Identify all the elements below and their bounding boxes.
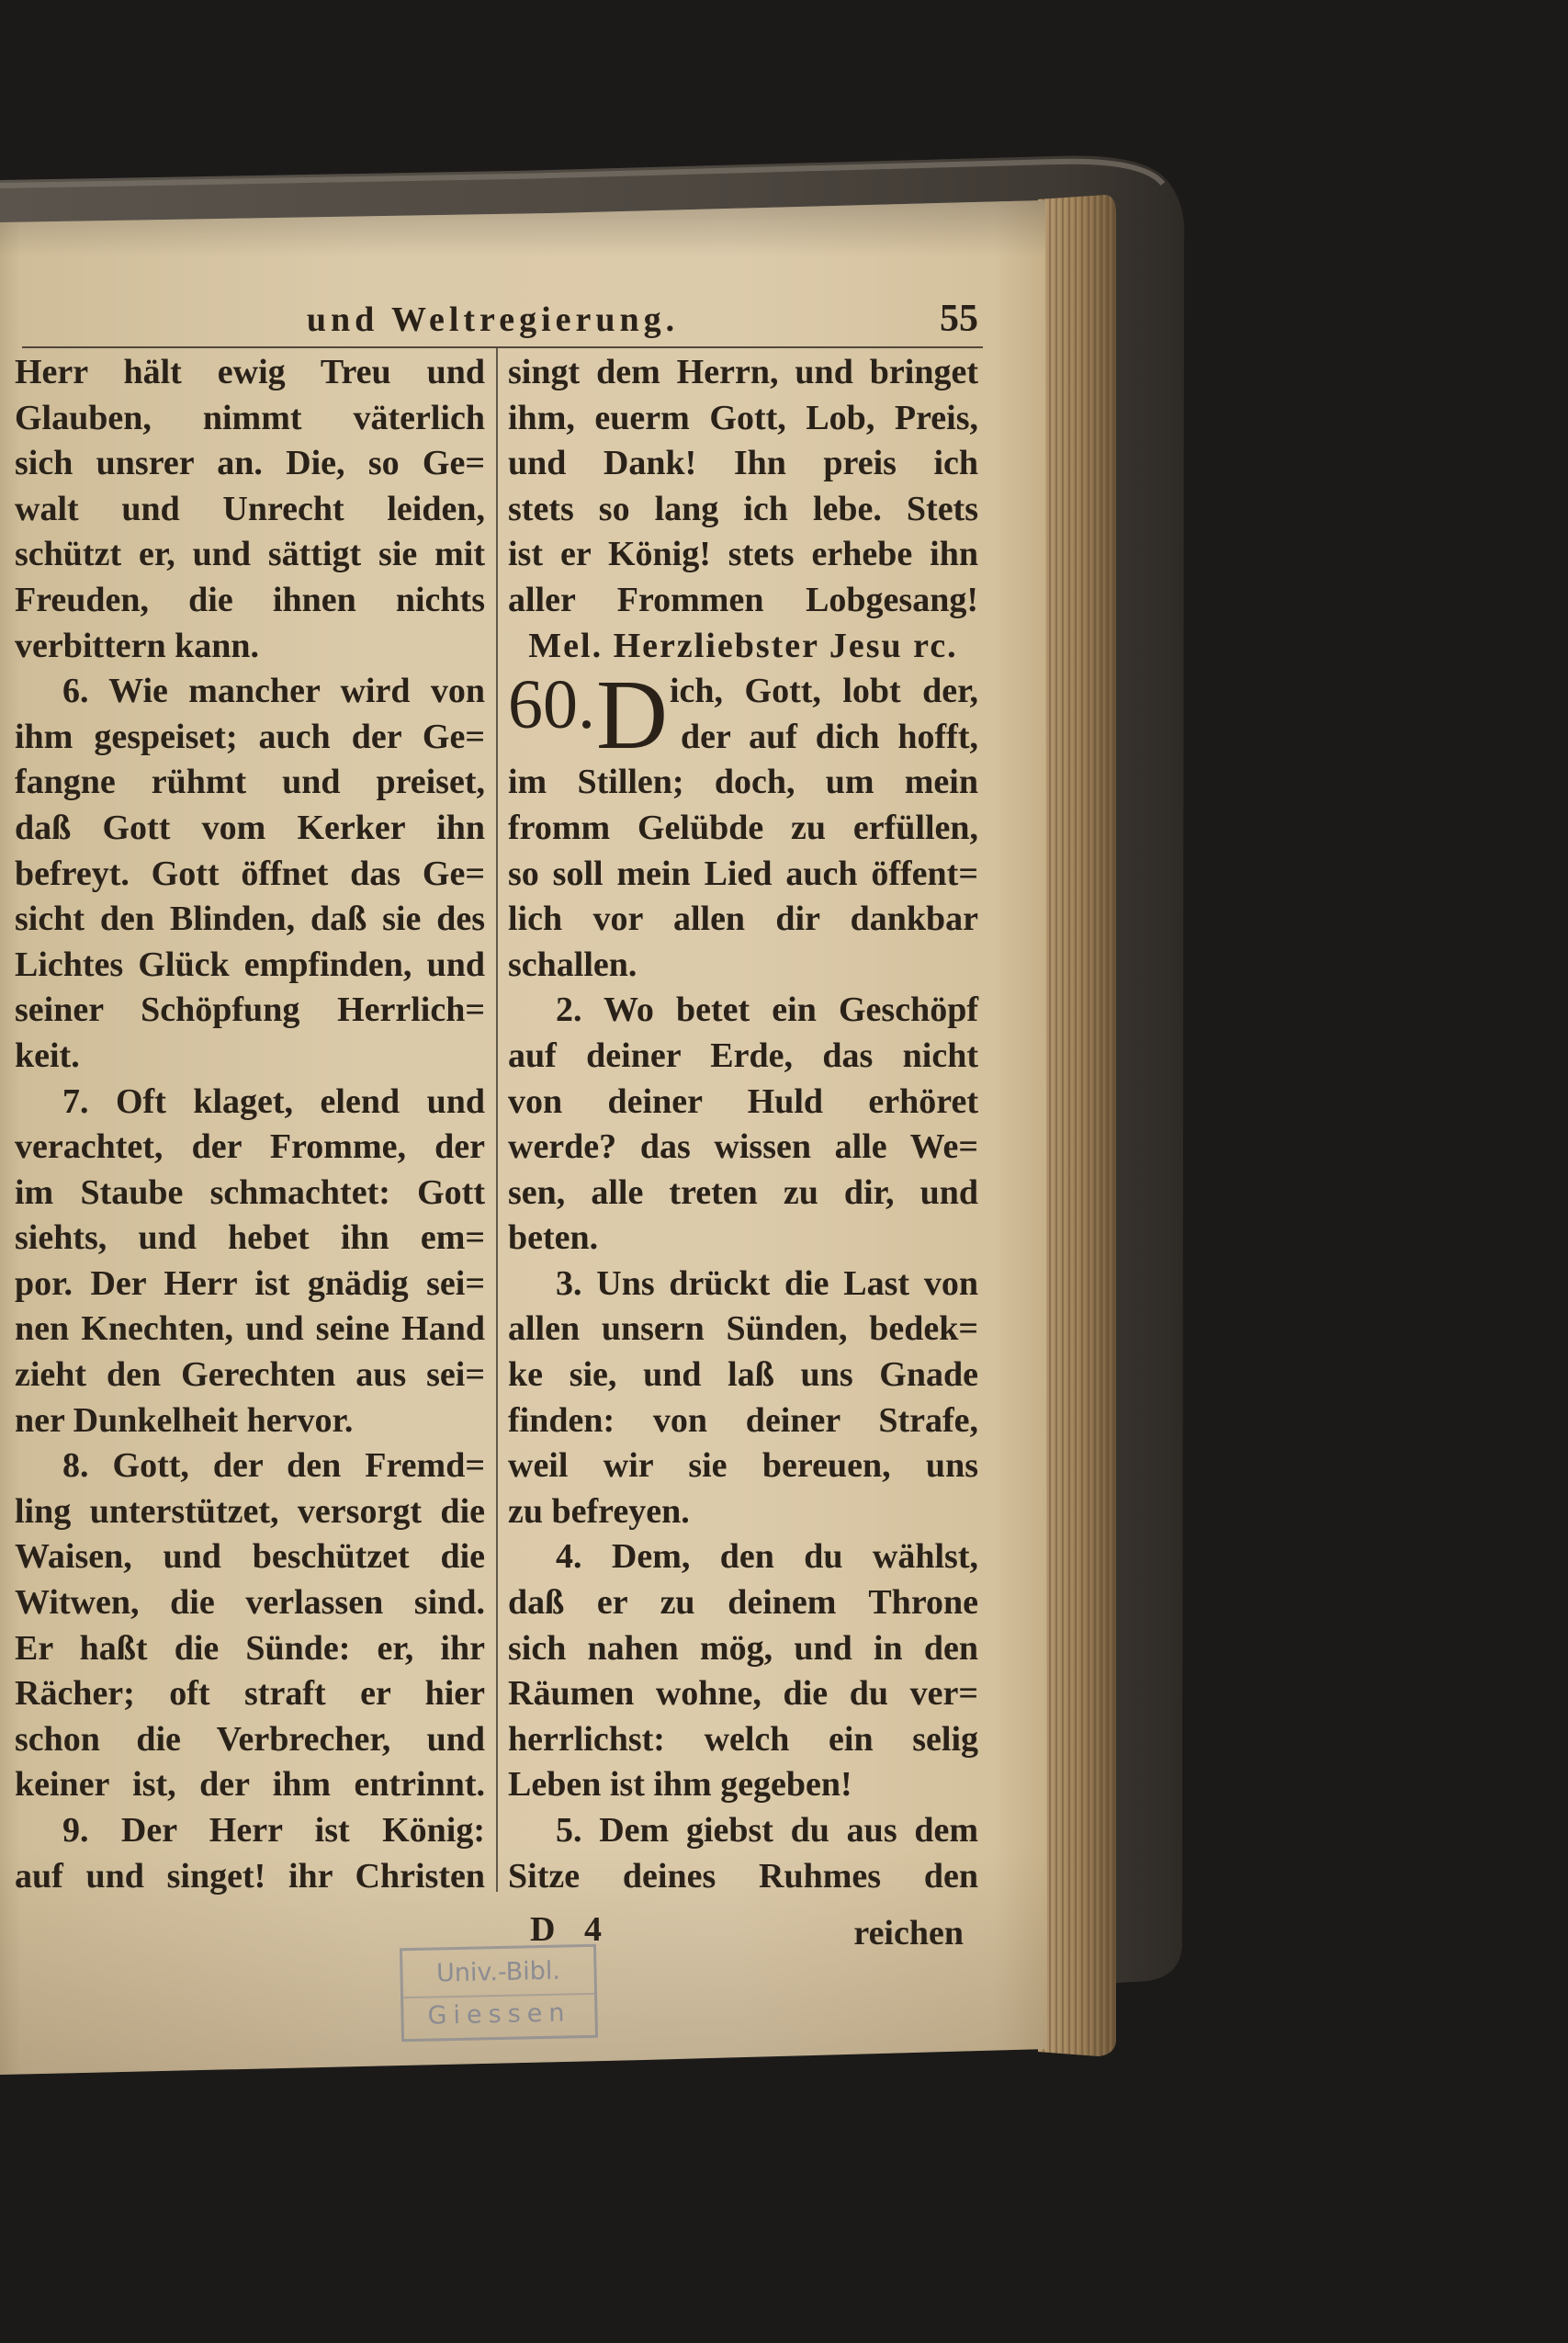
text-line: und Dank! Ihn preis ich (508, 444, 978, 483)
text-line: siehts, und hebet ihn em= (15, 1218, 485, 1258)
text-line: von deiner Huld erhöret (508, 1081, 978, 1121)
text-line: allen unsern Sünden, bedek= (508, 1309, 978, 1349)
header-rule (22, 346, 983, 348)
catchword: reichen (853, 1914, 964, 1952)
text-line: verbittern kann. (15, 626, 259, 665)
text-line: singt dem Herrn, und bringet (508, 353, 978, 391)
hymn-first-line: ich, Gott, lobt der, (670, 672, 978, 711)
text-line: aller Frommen Lobgesang! (508, 580, 978, 619)
text-line: Lichtes Glück empfinden, und (15, 945, 485, 984)
verse-start-line: 2. Wo betet ein Geschöpf (556, 990, 978, 1030)
text-line: Freuden, die ihnen nichts (15, 580, 485, 619)
text-line: beten. (508, 1218, 599, 1258)
text-line: lich vor allen dir dankbar (508, 900, 978, 939)
hymn-heading (508, 661, 978, 771)
text-line: schon die Verbrecher, und (15, 1719, 485, 1759)
text-line: auf deiner Erde, das nicht (508, 1036, 978, 1075)
text-line: Glauben, nimmt väterlich (15, 398, 485, 437)
stamp-line-library: Univ.-Bibl. (435, 1956, 561, 1988)
text-line: daß er zu deinem Throne (508, 1583, 978, 1623)
text-line: werde? das wissen alle We= (508, 1127, 978, 1167)
text-line: so soll mein Lied auch öffent= (508, 854, 978, 893)
verse-start-line: 7. Oft klaget, elend und (62, 1081, 485, 1121)
text-line: seiner Schöpfung Herrlich= (15, 990, 485, 1030)
text-line: Räumen wohne, die du ver= (508, 1674, 978, 1714)
text-line: herrlichst: welch ein selig (508, 1719, 978, 1759)
text-line: ihm gespeiset; auch der Ge= (15, 717, 485, 756)
hymn-number: 60. (508, 666, 595, 744)
text-line: Rächer; oft straft er hier (15, 1674, 485, 1714)
library-stamp (400, 1944, 598, 2042)
text-line: ist er König! stets erhebe ihn (508, 535, 978, 574)
text-line: sicht den Blinden, daß sie des (15, 900, 485, 939)
text-line: sich unsrer an. Die, so Ge= (15, 444, 485, 483)
page-number: 55 (940, 298, 978, 340)
text-line: daß Gott vom Kerker ihn (15, 808, 485, 847)
text-line: weil wir sie bereuen, uns (508, 1446, 978, 1486)
signature-mark: D 4 (530, 1910, 602, 1949)
text-line: nen Knechten, und seine Hand (15, 1309, 485, 1349)
text-line: im Staube schmachtet: Gott (15, 1172, 485, 1212)
text-line: zieht den Gerechten aus sei= (15, 1355, 485, 1395)
hymn-second-line: der auf dich hofft, (681, 717, 978, 756)
verse-start-line: 5. Dem giebst du aus dem (556, 1811, 978, 1850)
text-line: keit. (15, 1036, 80, 1075)
text-line: Er haßt die Sünde: er, ihr (15, 1628, 485, 1668)
text-line: schützt er, und sättigt sie mit (15, 535, 485, 574)
verse-start-line: 8. Gott, der den Fremd= (62, 1446, 485, 1486)
page-fore-edge-lines (1038, 195, 1116, 2056)
drop-cap: D (596, 661, 668, 771)
stamp-line-city: Giessen (403, 1993, 595, 2032)
text-line: ke sie, und laß uns Gnade (508, 1355, 978, 1395)
right-column (508, 350, 978, 1899)
text-line: sich nahen mög, und in den (508, 1628, 978, 1668)
text-line: Witwen, die verlassen sind. (15, 1583, 485, 1623)
text-line: schallen. (508, 945, 637, 984)
verse-start-line: 9. Der Herr ist König: (62, 1811, 485, 1850)
text-line: zu befreyen. (508, 1491, 690, 1531)
text-line: Sitze deines Ruhmes den (508, 1856, 978, 1896)
text-line: keiner ist, der ihm entrinnt. (15, 1765, 485, 1805)
text-line: im Stillen; doch, um mein (508, 763, 978, 802)
text-line: verachtet, der Fromme, der (15, 1127, 485, 1167)
left-column (15, 350, 485, 1899)
text-line: auf und singet! ihr Christen (15, 1856, 485, 1896)
text-line: ner Dunkelheit hervor. (15, 1400, 354, 1440)
text-line: ling unterstützet, versorgt die (15, 1491, 485, 1531)
text-line: stets so lang ich lebe. Stets (508, 489, 978, 528)
text-line: Leben ist ihm gegeben! (508, 1765, 852, 1805)
text-line: sen, alle treten zu dir, und (508, 1172, 978, 1212)
text-line: befreyt. Gott öffnet das Ge= (15, 854, 485, 893)
verse-start-line: 6. Wie mancher wird von (62, 672, 485, 711)
running-head: und Weltregierung. (306, 300, 680, 339)
text-line: Herr hält ewig Treu und (15, 353, 485, 391)
text-line: ihm, euerm Gott, Lob, Preis, (508, 398, 978, 437)
text-line: fangne rühmt und preiset, (15, 763, 485, 802)
text-line: por. Der Herr ist gnädig sei= (15, 1263, 485, 1303)
verse-start-line: 3. Uns drückt die Last von (556, 1263, 978, 1303)
text-line: finden: von deiner Strafe, (508, 1400, 978, 1440)
column-divider (496, 348, 498, 1892)
melody-line: Mel. Herzliebster Jesu rc. (528, 626, 958, 665)
text-line: Waisen, und beschützet die (15, 1537, 485, 1577)
text-line: fromm Gelübde zu erfüllen, (508, 808, 978, 847)
text-line: walt und Unrecht leiden, (15, 489, 485, 528)
verse-start-line: 4. Dem, den du wählst, (556, 1537, 978, 1577)
